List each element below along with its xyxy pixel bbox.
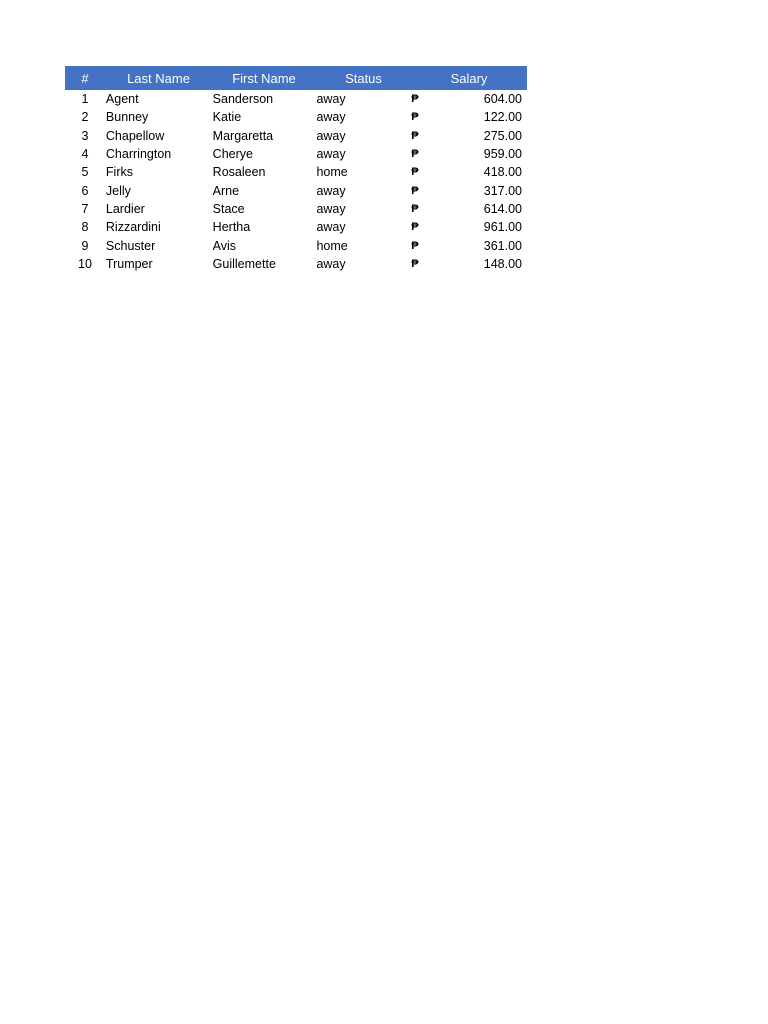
cell-status[interactable]: away (316, 201, 346, 216)
salary-amount: 148.00 (483, 256, 522, 271)
cell-number[interactable]: 1 (81, 92, 89, 107)
currency-symbol: ₱ (411, 148, 419, 161)
cell-salary[interactable] (411, 184, 527, 198)
header-status[interactable]: Status (345, 70, 382, 86)
table-body (65, 90, 527, 273)
currency-symbol: ₱ (411, 202, 419, 215)
salary-amount: 275.00 (483, 128, 522, 143)
cell-last-name[interactable]: Chapellow (105, 128, 165, 143)
cell-first-name[interactable]: Guillemette (212, 256, 276, 271)
header-salary[interactable]: Salary (450, 70, 488, 86)
cell-number[interactable]: 4 (81, 147, 89, 162)
table-row (65, 108, 527, 126)
cell-number[interactable]: 2 (81, 110, 89, 125)
currency-symbol: ₱ (411, 111, 419, 124)
currency-symbol: ₱ (411, 129, 419, 142)
cell-salary[interactable] (411, 147, 527, 161)
cell-salary[interactable] (411, 220, 527, 234)
cell-last-name[interactable]: Schuster (105, 238, 156, 253)
cell-status[interactable]: away (316, 128, 346, 143)
table-header-row (65, 66, 527, 90)
cell-salary[interactable] (411, 257, 527, 271)
cell-first-name[interactable]: Margaretta (212, 128, 274, 143)
salary-amount: 614.00 (483, 201, 522, 216)
header-last-name[interactable]: Last Name (127, 70, 190, 86)
currency-symbol: ₱ (411, 239, 419, 252)
cell-status[interactable]: home (316, 238, 348, 253)
header-number[interactable]: # (81, 70, 89, 86)
salary-amount: 361.00 (483, 238, 522, 253)
cell-number[interactable]: 5 (81, 165, 89, 180)
cell-salary[interactable] (411, 239, 527, 253)
cell-last-name[interactable]: Lardier (105, 201, 145, 216)
cell-status[interactable]: away (316, 92, 346, 107)
currency-symbol: ₱ (411, 257, 419, 270)
cell-status[interactable]: away (316, 147, 346, 162)
currency-symbol: ₱ (411, 166, 419, 179)
table-row (65, 163, 527, 181)
table-row (65, 236, 527, 254)
cell-last-name[interactable]: Firks (105, 165, 133, 180)
cell-status[interactable]: away (316, 183, 346, 198)
cell-number[interactable]: 8 (81, 220, 89, 235)
cell-status[interactable]: away (316, 110, 346, 125)
currency-symbol: ₱ (411, 184, 419, 197)
table-row (65, 90, 527, 108)
cell-salary[interactable] (411, 92, 527, 106)
table-row (65, 218, 527, 236)
cell-first-name[interactable]: Stace (212, 201, 245, 216)
cell-last-name[interactable]: Agent (105, 92, 139, 107)
cell-salary[interactable] (411, 129, 527, 143)
cell-last-name[interactable]: Bunney (105, 110, 149, 125)
cell-status[interactable]: away (316, 220, 346, 235)
salary-amount: 961.00 (483, 220, 522, 235)
cell-first-name[interactable]: Arne (212, 183, 240, 198)
cell-number[interactable]: 3 (81, 128, 89, 143)
table-row (65, 181, 527, 199)
cell-salary[interactable] (411, 165, 527, 179)
cell-last-name[interactable]: Rizzardini (105, 220, 161, 235)
cell-last-name[interactable]: Charrington (105, 147, 172, 162)
cell-first-name[interactable]: Rosaleen (212, 165, 266, 180)
cell-number[interactable]: 7 (81, 201, 89, 216)
cell-first-name[interactable]: Sanderson (212, 92, 274, 107)
employee-table (65, 66, 527, 273)
salary-amount: 122.00 (483, 110, 522, 125)
salary-amount: 418.00 (483, 165, 522, 180)
cell-first-name[interactable]: Avis (212, 238, 237, 253)
cell-first-name[interactable]: Cherye (212, 147, 253, 162)
salary-amount: 604.00 (483, 92, 522, 107)
cell-last-name[interactable]: Jelly (105, 183, 131, 198)
salary-amount: 959.00 (483, 147, 522, 162)
cell-number[interactable]: 10 (78, 256, 92, 271)
cell-first-name[interactable]: Katie (212, 110, 242, 125)
currency-symbol: ₱ (411, 93, 419, 106)
cell-salary[interactable] (411, 110, 527, 124)
cell-number[interactable]: 9 (81, 238, 89, 253)
cell-salary[interactable] (411, 202, 527, 216)
cell-status[interactable]: away (316, 256, 346, 271)
table-row (65, 127, 527, 145)
header-first-name[interactable]: First Name (232, 70, 296, 86)
table-row (65, 200, 527, 218)
salary-amount: 317.00 (483, 183, 522, 198)
cell-number[interactable]: 6 (81, 183, 89, 198)
cell-first-name[interactable]: Hertha (212, 220, 251, 235)
table-row (65, 145, 527, 163)
table-row (65, 255, 527, 273)
cell-last-name[interactable]: Trumper (105, 256, 153, 271)
currency-symbol: ₱ (411, 221, 419, 234)
cell-status[interactable]: home (316, 165, 348, 180)
